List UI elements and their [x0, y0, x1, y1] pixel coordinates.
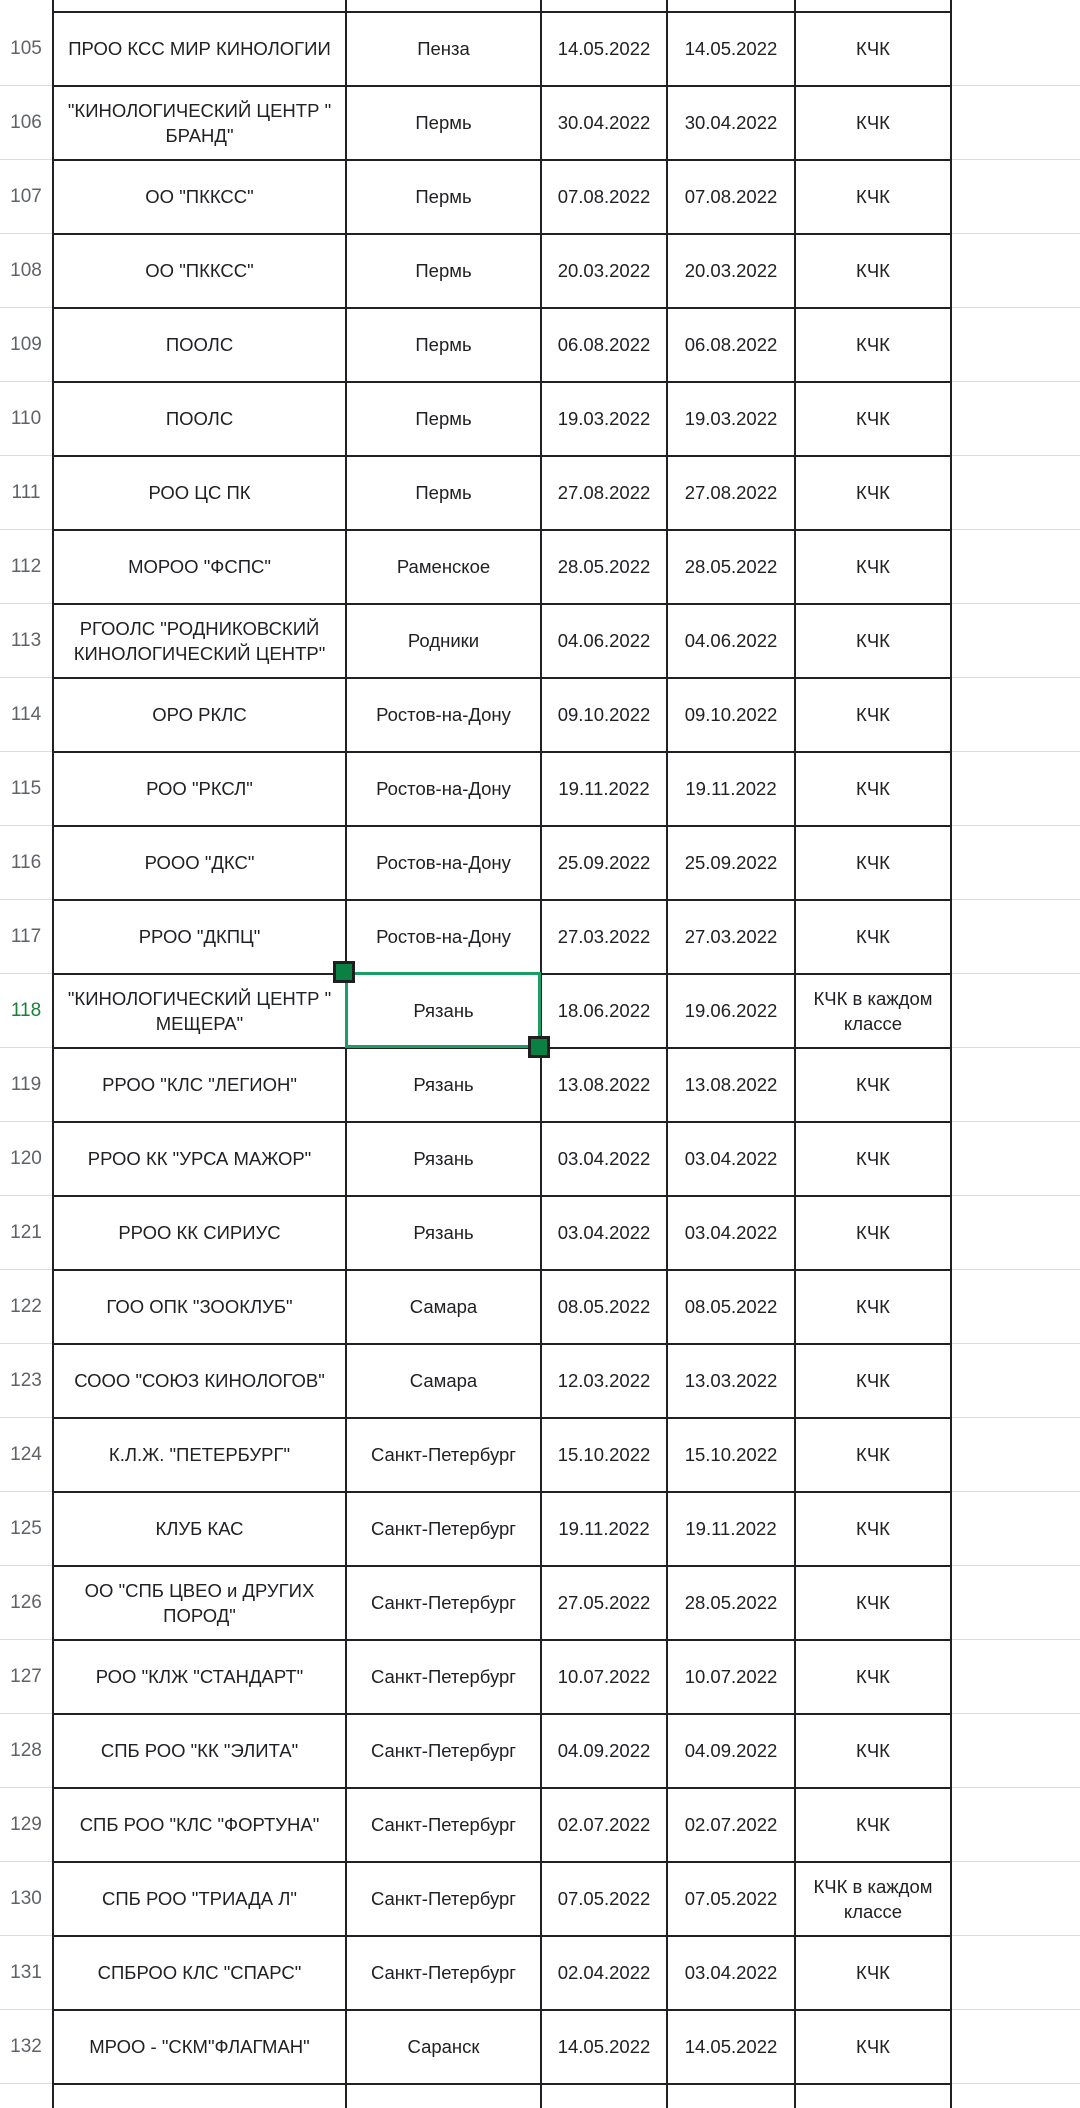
- table-border-horizontal: [53, 1861, 951, 1863]
- cell-start[interactable]: 02.07.2022: [557, 1814, 651, 1835]
- cell-end[interactable]: 08.05.2022: [684, 1296, 778, 1317]
- cell-end[interactable]: 14.05.2022: [684, 38, 778, 59]
- cell-org[interactable]: ПРОО КСС МИР КИНОЛОГИИ: [68, 38, 331, 59]
- table-border-horizontal: [53, 899, 951, 901]
- table-border-horizontal: [53, 1121, 951, 1123]
- table-border-horizontal: [53, 1491, 951, 1493]
- cell-org[interactable]: СПБ РОО "КК "ЭЛИТА": [100, 1740, 299, 1761]
- cell-end[interactable]: 02.07.2022: [684, 1814, 778, 1835]
- cell-city[interactable]: Пермь: [415, 260, 472, 281]
- cell-type[interactable]: КЧК: [856, 260, 890, 281]
- row-number[interactable]: 113: [0, 604, 53, 677]
- cell-org[interactable]: ПООЛС: [165, 408, 234, 429]
- cell-city[interactable]: Санкт-Петербург: [370, 1888, 517, 1909]
- cell-end[interactable]: 14.05.2022: [684, 2036, 778, 2057]
- row-number[interactable]: 132: [0, 2010, 53, 2083]
- row-number[interactable]: 110: [0, 382, 53, 455]
- cell-org[interactable]: РРОО КК "УРСА МАЖОР": [87, 1148, 312, 1169]
- cell-end[interactable]: 20.03.2022: [684, 260, 778, 281]
- cell-type[interactable]: КЧК в каждом классе: [813, 1875, 933, 1922]
- cell-org[interactable]: РГООЛС "РОДНИКОВСКИЙ КИНОЛОГИЧЕСКИЙ ЦЕНТР": [73, 617, 326, 664]
- row-number[interactable]: 123: [0, 1344, 53, 1417]
- cell-org[interactable]: МРОО - "СКМ"ФЛАГМАН": [89, 2036, 310, 2057]
- cell-type[interactable]: КЧК: [856, 556, 890, 577]
- cell-type[interactable]: КЧК: [856, 630, 890, 651]
- cell-org[interactable]: СПБ РОО "КЛС "ФОРТУНА": [79, 1814, 320, 1835]
- cell-end[interactable]: 03.04.2022: [684, 1148, 778, 1169]
- cell-end[interactable]: 03.04.2022: [684, 1962, 778, 1983]
- cell-org[interactable]: РОО "РКСЛ": [146, 778, 253, 799]
- cell-start[interactable]: 03.04.2022: [557, 1222, 651, 1243]
- cell-end[interactable]: 04.09.2022: [684, 1740, 778, 1761]
- cell-type[interactable]: КЧК: [856, 1740, 890, 1761]
- cell-org[interactable]: ОРО РКЛС: [152, 704, 247, 725]
- table-border-horizontal: [53, 1787, 951, 1789]
- cell-selection-range[interactable]: [345, 972, 541, 1048]
- cell-city[interactable]: Санкт-Петербург: [370, 1962, 517, 1983]
- cell-city[interactable]: Пермь: [415, 334, 472, 355]
- cell-city[interactable]: Рязань: [413, 1000, 474, 1021]
- cell-end[interactable]: 28.05.2022: [684, 1592, 778, 1613]
- cell-start[interactable]: 07.05.2022: [557, 1888, 651, 1909]
- row-number[interactable]: 105: [0, 12, 53, 85]
- cell-city[interactable]: Пермь: [415, 408, 472, 429]
- cell-start[interactable]: 27.03.2022: [557, 926, 651, 947]
- row-number[interactable]: 121: [0, 1196, 53, 1269]
- cell-start[interactable]: 06.08.2022: [557, 334, 651, 355]
- cell-org[interactable]: К.Л.Ж. "ПЕТЕРБУРГ": [108, 1444, 291, 1465]
- selection-handle-start[interactable]: [333, 961, 355, 983]
- selection-handle-end[interactable]: [528, 1036, 550, 1058]
- cell-city[interactable]: Рязань: [413, 1074, 474, 1095]
- cell-org[interactable]: СПБРОО КЛС "СПАРС": [97, 1962, 302, 1983]
- cell-type[interactable]: КЧК в каждом классе: [813, 987, 933, 1034]
- row-number[interactable]: 112: [0, 530, 53, 603]
- table-border-vertical: [950, 0, 952, 2108]
- row-number[interactable]: 131: [0, 1936, 53, 2009]
- cell-start[interactable]: 14.05.2022: [557, 38, 651, 59]
- cell-org[interactable]: РРОО "ДКПЦ": [138, 926, 261, 947]
- cell-type[interactable]: КЧК: [856, 1444, 890, 1465]
- cell-end[interactable]: 13.03.2022: [684, 1370, 778, 1391]
- cell-end[interactable]: 25.09.2022: [684, 852, 778, 873]
- table-border-horizontal: [53, 1417, 951, 1419]
- cell-end[interactable]: 19.11.2022: [685, 778, 777, 799]
- table-border-horizontal: [53, 2009, 951, 2011]
- cell-end[interactable]: 28.05.2022: [684, 556, 778, 577]
- table-border-horizontal: [53, 455, 951, 457]
- cell-type[interactable]: КЧК: [856, 186, 890, 207]
- cell-city[interactable]: Санкт-Петербург: [370, 1814, 517, 1835]
- cell-city[interactable]: Пермь: [415, 186, 472, 207]
- table-border-vertical: [345, 0, 347, 2108]
- table-border-vertical: [666, 0, 668, 2108]
- cell-start[interactable]: 13.08.2022: [557, 1074, 651, 1095]
- cell-org[interactable]: СПБ РОО "ТРИАДА Л": [102, 1888, 297, 1909]
- cell-start[interactable]: 12.03.2022: [557, 1370, 651, 1391]
- cell-org[interactable]: ОО "СПБ ЦВЕО и ДРУГИХ ПОРОД": [84, 1579, 315, 1626]
- cell-city[interactable]: Раменское: [396, 556, 491, 577]
- cell-org[interactable]: ГОО ОПК "ЗООКЛУБ": [106, 1296, 293, 1317]
- cell-start[interactable]: 07.08.2022: [557, 186, 651, 207]
- cell-start[interactable]: 09.10.2022: [557, 704, 651, 725]
- table-border-vertical: [52, 0, 54, 2108]
- row-number[interactable]: 114: [0, 678, 53, 751]
- cell-start[interactable]: 15.10.2022: [557, 1444, 651, 1465]
- cell-type[interactable]: КЧК: [856, 408, 890, 429]
- cell-org[interactable]: ОО "ПККСС": [145, 260, 254, 281]
- table-border-horizontal: [53, 529, 951, 531]
- cell-start[interactable]: 19.11.2022: [558, 778, 650, 799]
- table-border-horizontal: [53, 1935, 951, 1937]
- cell-start[interactable]: 03.04.2022: [557, 1148, 651, 1169]
- cell-type[interactable]: КЧК: [856, 1814, 890, 1835]
- cell-city[interactable]: Рязань: [413, 1148, 474, 1169]
- cell-org[interactable]: "КИНОЛОГИЧЕСКИЙ ЦЕНТР " МЕЩЕРА": [67, 987, 332, 1034]
- row-number[interactable]: 127: [0, 1640, 53, 1713]
- cell-city[interactable]: Ростов-на-Дону: [376, 926, 511, 947]
- row-number[interactable]: 118: [0, 974, 53, 1047]
- cell-org[interactable]: РООО "ДКС": [144, 852, 255, 873]
- cell-type[interactable]: КЧК: [856, 482, 890, 503]
- cell-start[interactable]: 02.04.2022: [557, 1962, 651, 1983]
- cell-city[interactable]: Самара: [409, 1296, 478, 1317]
- table-border-horizontal: [53, 751, 951, 753]
- cell-org[interactable]: РОО "КЛЖ "СТАНДАРТ": [95, 1666, 304, 1687]
- cell-type[interactable]: КЧК: [856, 852, 890, 873]
- cell-type[interactable]: КЧК: [856, 334, 890, 355]
- table-border-horizontal: [53, 1195, 951, 1197]
- row-number[interactable]: 125: [0, 1492, 53, 1565]
- table-border-horizontal: [53, 307, 951, 309]
- table-border-horizontal: [53, 233, 951, 235]
- cell-end[interactable]: 30.04.2022: [684, 112, 778, 133]
- cell-city[interactable]: Пермь: [415, 482, 472, 503]
- table-border-horizontal: [53, 825, 951, 827]
- cell-end[interactable]: 03.04.2022: [684, 1222, 778, 1243]
- cell-start[interactable]: 14.05.2022: [557, 2036, 651, 2057]
- table-border-horizontal: [53, 11, 951, 13]
- table-border-horizontal: [53, 1713, 951, 1715]
- cell-type[interactable]: КЧК: [856, 778, 890, 799]
- row-number[interactable]: 111: [0, 456, 53, 529]
- cell-city[interactable]: Рязань: [413, 1222, 474, 1243]
- cell-start[interactable]: 08.05.2022: [557, 1296, 651, 1317]
- cell-org[interactable]: МОРОО "ФСПС": [128, 556, 271, 577]
- table-border-horizontal: [53, 1343, 951, 1345]
- cell-start[interactable]: 18.06.2022: [557, 1000, 651, 1021]
- row-number[interactable]: 119: [0, 1048, 53, 1121]
- cell-org[interactable]: РОО ЦС ПК: [148, 482, 251, 503]
- table-border-horizontal: [53, 2083, 951, 2085]
- cell-city[interactable]: Пермь: [415, 112, 472, 133]
- table-border-horizontal: [53, 1269, 951, 1271]
- cell-city[interactable]: Санкт-Петербург: [370, 1444, 517, 1465]
- cell-org[interactable]: "КИНОЛОГИЧЕСКИЙ ЦЕНТР " БРАНД": [67, 99, 332, 146]
- row-number[interactable]: 116: [0, 826, 53, 899]
- cell-type[interactable]: КЧК: [856, 1666, 890, 1687]
- cell-city[interactable]: Ростов-на-Дону: [376, 852, 511, 873]
- cell-org[interactable]: ПООЛС: [165, 334, 234, 355]
- cell-start[interactable]: 30.04.2022: [557, 112, 651, 133]
- cell-end[interactable]: 04.06.2022: [684, 630, 778, 651]
- cell-city[interactable]: Саранск: [407, 2036, 480, 2057]
- cell-start[interactable]: 04.06.2022: [557, 630, 651, 651]
- cell-end[interactable]: 19.06.2022: [684, 1000, 778, 1021]
- row-number[interactable]: 117: [0, 900, 53, 973]
- cell-start[interactable]: 19.03.2022: [557, 408, 651, 429]
- cell-city[interactable]: Санкт-Петербург: [370, 1740, 517, 1761]
- cell-start[interactable]: 04.09.2022: [557, 1740, 651, 1761]
- cell-end[interactable]: 10.07.2022: [684, 1666, 778, 1687]
- row-number[interactable]: 109: [0, 308, 53, 381]
- cell-org[interactable]: ОО "ПККСС": [145, 186, 254, 207]
- cell-type[interactable]: КЧК: [856, 1296, 890, 1317]
- cell-end[interactable]: 09.10.2022: [684, 704, 778, 725]
- table-border-horizontal: [53, 85, 951, 87]
- table-border-horizontal: [53, 603, 951, 605]
- cell-type[interactable]: КЧК: [856, 1592, 890, 1613]
- cell-start[interactable]: 20.03.2022: [557, 260, 651, 281]
- cell-city[interactable]: Санкт-Петербург: [370, 1666, 517, 1687]
- cell-start[interactable]: 10.07.2022: [557, 1666, 651, 1687]
- cell-type[interactable]: КЧК: [856, 1222, 890, 1243]
- cell-start[interactable]: 19.11.2022: [558, 1518, 650, 1539]
- cell-city[interactable]: Родники: [407, 630, 480, 651]
- table-border-horizontal: [53, 677, 951, 679]
- cell-end[interactable]: 19.11.2022: [685, 1518, 777, 1539]
- table-border-vertical: [794, 0, 796, 2108]
- cell-city[interactable]: Ростов-на-Дону: [376, 778, 511, 799]
- cell-type[interactable]: КЧК: [856, 1962, 890, 1983]
- cell-type[interactable]: КЧК: [856, 926, 890, 947]
- cell-type[interactable]: КЧК: [856, 1370, 890, 1391]
- cell-type[interactable]: КЧК: [856, 112, 890, 133]
- cell-city[interactable]: Ростов-на-Дону: [376, 704, 511, 725]
- row-number[interactable]: 122: [0, 1270, 53, 1343]
- cell-start[interactable]: 25.09.2022: [557, 852, 651, 873]
- cell-type[interactable]: КЧК: [856, 1518, 890, 1539]
- cell-org[interactable]: СООО "СОЮЗ КИНОЛОГОВ": [74, 1370, 325, 1391]
- row-number[interactable]: 106: [0, 86, 53, 159]
- cell-start[interactable]: 27.08.2022: [557, 482, 651, 503]
- cell-end[interactable]: 15.10.2022: [684, 1444, 778, 1465]
- cell-org[interactable]: КЛУБ КАС: [155, 1518, 244, 1539]
- table-border-horizontal: [53, 1565, 951, 1567]
- cell-end[interactable]: 07.08.2022: [684, 186, 778, 207]
- row-number[interactable]: 120: [0, 1122, 53, 1195]
- cell-end[interactable]: 27.08.2022: [684, 482, 778, 503]
- row-number[interactable]: 130: [0, 1862, 53, 1935]
- cell-type[interactable]: КЧК: [856, 1074, 890, 1095]
- row-number[interactable]: 108: [0, 234, 53, 307]
- cell-city[interactable]: Санкт-Петербург: [370, 1518, 517, 1539]
- cell-start[interactable]: 28.05.2022: [557, 556, 651, 577]
- cell-type[interactable]: КЧК: [856, 2036, 890, 2057]
- cell-type[interactable]: КЧК: [856, 704, 890, 725]
- cell-start[interactable]: 27.05.2022: [557, 1592, 651, 1613]
- cell-type[interactable]: КЧК: [856, 1148, 890, 1169]
- table-border-horizontal: [53, 381, 951, 383]
- cell-end[interactable]: 19.03.2022: [684, 408, 778, 429]
- row-number[interactable]: 124: [0, 1418, 53, 1491]
- row-number[interactable]: 115: [0, 752, 53, 825]
- row-number[interactable]: 128: [0, 1714, 53, 1787]
- cell-end[interactable]: 13.08.2022: [684, 1074, 778, 1095]
- cell-org[interactable]: РРОО КК СИРИУС: [118, 1222, 281, 1243]
- cell-city[interactable]: Санкт-Петербург: [370, 1592, 517, 1613]
- cell-end[interactable]: 27.03.2022: [684, 926, 778, 947]
- table-border-horizontal: [53, 159, 951, 161]
- cell-end[interactable]: 06.08.2022: [684, 334, 778, 355]
- table-border-horizontal: [53, 1639, 951, 1641]
- row-number[interactable]: 126: [0, 1566, 53, 1639]
- row-number[interactable]: 129: [0, 1788, 53, 1861]
- row-number[interactable]: 107: [0, 160, 53, 233]
- cell-end[interactable]: 07.05.2022: [684, 1888, 778, 1909]
- cell-org[interactable]: РРОО "КЛС "ЛЕГИОН": [102, 1074, 297, 1095]
- cell-city[interactable]: Самара: [409, 1370, 478, 1391]
- cell-city[interactable]: Пенза: [417, 38, 470, 59]
- cell-type[interactable]: КЧК: [856, 38, 890, 59]
